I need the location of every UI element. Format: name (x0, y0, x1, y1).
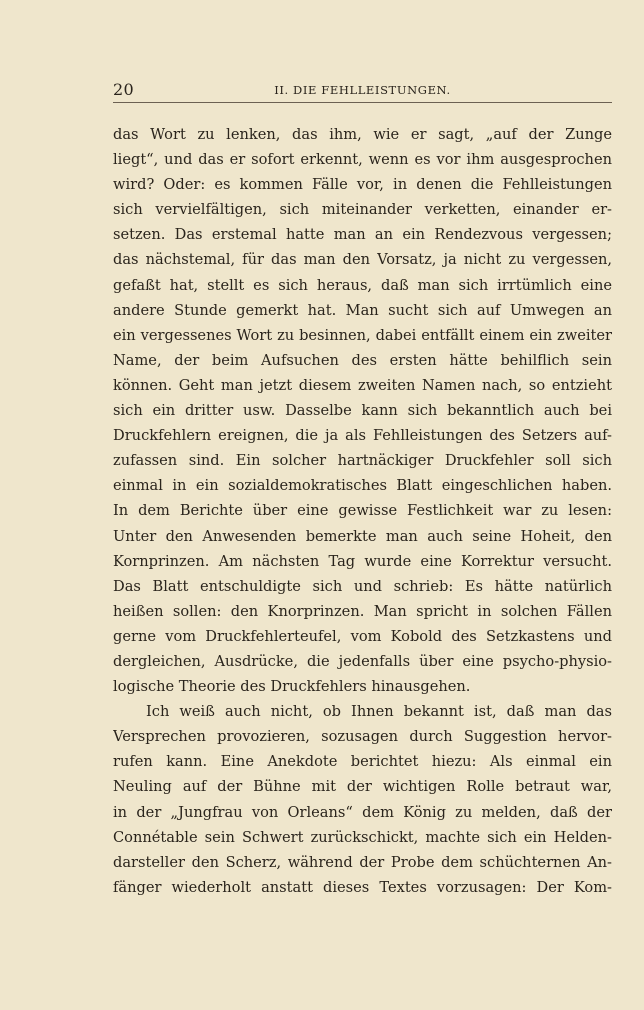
text-line: das Wort zu lenken, das ihm, wie er sagt, „auf der Zunge (113, 126, 612, 143)
text-line: Druckfehlern ereignen, die ja als Fehlleistungen des Setzers auf- (113, 427, 612, 445)
text-line: Connétable sein Schwert zurückschickt, machte sich ein Helden- (113, 828, 612, 846)
text-line: ein vergessenes Wort zu besinnen, dabei entfällt einem ein zweiter (113, 326, 612, 344)
running-head: II. DIE FEHLLEISTUNGEN. (274, 83, 451, 97)
page-header (113, 80, 612, 103)
text-line: heißen sollen: den Knorprinzen. Man spricht in solchen Fällen (113, 602, 612, 620)
text-line: setzen. Das erstemal hatte man an ein Rendezvous vergessen; (113, 226, 612, 244)
text-line: Versprechen provozieren, sozusagen durch Suggestion hervor- (113, 728, 612, 746)
text-line: gefaßt hat, stellt es sich heraus, daß man sich irrtümlich eine (113, 276, 612, 294)
text-line: andere Stunde gemerkt hat. Man sucht sich auf Umwegen an (113, 301, 612, 319)
text-line: dergleichen, Ausdrücke, die jedenfalls über eine psycho-physio- (113, 652, 612, 670)
text-line: darsteller den Scherz, während der Probe dem schüchternen An- (113, 853, 612, 871)
text-line: Kornprinzen. Am nächsten Tag wurde eine Korrektur versucht. (113, 552, 612, 570)
text-line: sich vervielfältigen, sich miteinander verketten, einander er- (113, 201, 612, 219)
text-line: In dem Berichte über eine gewisse Festlichkeit war zu lesen: (113, 502, 612, 520)
text-line: Neuling auf der Bühne mit der wichtigen Rolle betraut war, (113, 778, 612, 796)
text-line: gerne vom Druckfehlerteufel, vom Kobold des Setzkastens und (113, 627, 612, 645)
text-line: Unter den Anwesenden bemerkte man auch seine Hoheit, den (113, 527, 612, 545)
text-line: Name, der beim Aufsuchen des ersten hätte behilflich sein (113, 351, 612, 369)
text-line: Ich weiß auch nicht, ob Ihnen bekannt ist, daß man das (146, 703, 612, 721)
text-line: rufen kann. Eine Anekdote berichtet hiezu: Als einmal ein (113, 753, 612, 771)
body-text (113, 122, 612, 900)
text-line: können. Geht man jetzt diesem zweiten Namen nach, so entzieht (113, 376, 612, 394)
text-line: logische Theorie des Druckfehlers hinausgehen. (113, 678, 471, 696)
page-number: 20 (113, 80, 134, 99)
text-line: sich ein dritter usw. Dasselbe kann sich bekanntlich auch bei (113, 402, 612, 420)
text-line: in der „Jungfrau von Orleans“ dem König zu melden, daß der (113, 803, 612, 821)
text-line: das nächstemal, für das man den Vorsatz, ja nicht zu vergessen, (113, 251, 612, 269)
text-line: Das Blatt entschuldigte sich und schrieb: Es hätte natürlich (113, 577, 612, 595)
text-line: liegt“, und das er sofort erkennt, wenn es vor ihm ausgesprochen (113, 151, 612, 169)
text-line: einmal in ein sozialdemokratisches Blatt eingeschlichen haben. (113, 477, 612, 495)
text-line: zufassen sind. Ein solcher hartnäckiger Druckfehler soll sich (113, 452, 612, 470)
text-line: fänger wiederholt anstatt dieses Textes vorzusagen: Der Kom- (113, 878, 612, 896)
text-line: wird? Oder: es kommen Fälle vor, in denen die Fehlleistungen (113, 176, 612, 194)
